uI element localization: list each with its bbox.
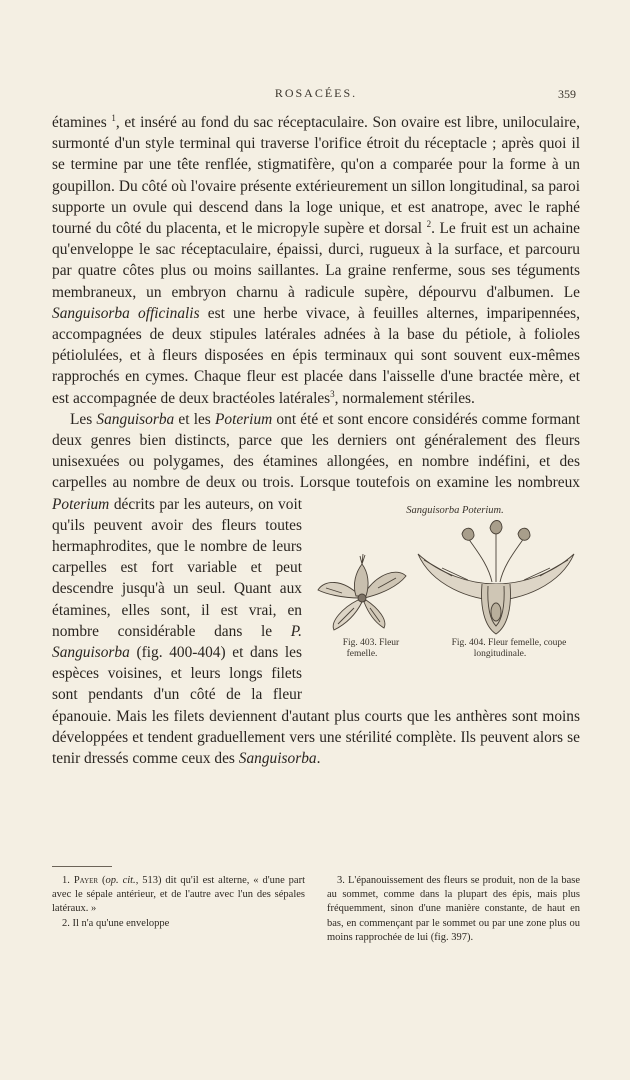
fig-404-section-illustration xyxy=(412,514,580,640)
paragraph-2: Les Sanguisorba et les Poterium ont été et sont encore considérés comme formant deux genres bien distincts, parce que les derniers ont généralement des fleurs unisexuées ou polygames, des étamines allongées, en nombre indéfini, et des carpelles au nombre de deux ou trois. Lorsque toutefois on examine les nombreux Poterium Sanguisorba Poterium. Fig. 403. Fleur femelle. Fig. 404. Fleur femelle, coupe longitudinale. décrits par les auteurs, on voit qu'ils peuvent avoir des fleurs toutes hermaphrodites, que le nombre de leurs carpelles est fort variable et peut descendre jusqu'à un seul. Quant aux étamines, elles sont, il est vrai, en nombre considérable dans le P. Sanguisorba (fig. 400-404) et dans les espèces voisines, et leurs longs filets sont pendants d'un côté de la fleur épanouie. Mais les filets deviennent d'autant plus courts que les anthères sont moins développées et tendent graduellement vers une stérilité complète. Ils peuvent alors se tenir dressés comme ceux des Sanguisorba. xyxy=(52,410,581,768)
footnote-ref-3: 3 xyxy=(330,388,335,399)
main-text xyxy=(52,112,580,769)
running-head xyxy=(52,86,580,104)
footnote-ref-2: 2 xyxy=(426,218,432,229)
genus-name: Sanguisorba xyxy=(238,750,317,768)
footnote-2: 2. Il n'a qu'une enveloppe xyxy=(62,917,170,929)
footnote-3: 3. L'épanouissement des fleurs se produit, non de la base au sommet, comme dans la plupart des épis, mais plus fréquemment, sinon d'une manière constante, de haut en bas, en commençant par le sommet ou par une zone plus ou moins rapprochée de lui (fig. 397). xyxy=(327,875,580,943)
fig-404-caption: Fig. 404. Fleur femelle, coupe longitudinale. xyxy=(451,637,567,659)
paragraph-1: étamines $^1$, et inséré au fond du sac réceptaculaire. Son ovaire est libre, uniloculaire, surmonté d'un style terminal qui traverse l'orifice étroit du réceptacle ; après quoi il se termine par une tête renflée, stigmatifère, qu'on a comparée pour la forme à un goupillon. Du côté où l'ovaire présente extérieurement un sillon longitudinal, sa paroi supporte un ovule qui descend dans la loge unique, et est anatrope, avec le raphé tourné du côté du placenta, et le micropyle supère et dorsal $^2$. Le fruit est un achaine qu'enveloppe le sac réceptaculaire, épaissi, durci, rugueux à la surface, et parcouru par quatre côtes plus ou moins saillantes. La graine renferme, sous ses téguments membraneux, un embryon charnu à radicule supère, dépourvu d'albumen. Le Sanguisorba officinalis est une herbe vivace, à feuilles alternes, imparipennées, accompagnées de deux stipules latérales adnées à la base du pétiole, à folioles pétiolulées, et à fleurs disposées en épis terminaux qui sont souvent eux-mêmes rapprochés en cymes. Chaque fleur est placée dans l'aisselle d'une bractée mère, et est accompagnée de deux bractéoles latérales$^3$, normalement stériles. xyxy=(52,112,581,407)
genus-name: Sanguisorba xyxy=(96,410,175,428)
genus-name: Poterium xyxy=(52,495,110,513)
fig-403-caption: Fig. 403. Fleur femelle. xyxy=(342,637,400,659)
figure-title: Sanguisorba Poterium. xyxy=(406,504,504,516)
species-name: Sanguisorba officinalis xyxy=(52,304,200,322)
fig-403-flower-illustration xyxy=(312,538,412,638)
page-number: 359 xyxy=(558,87,576,101)
running-title: ROSACÉES. xyxy=(274,86,358,100)
footnote-ref-1: 1 xyxy=(111,112,116,123)
footnote-rule xyxy=(52,866,112,867)
figure-block xyxy=(312,498,580,686)
footnote-1: 1. Payer (op. cit., 513) dit qu'il est alterne, « d'une part avec le sépale antérieur, et de l'autre avec l'un des sépales latéraux. » xyxy=(52,875,306,915)
genus-name: Poterium xyxy=(214,410,273,428)
species-name: P. Sanguisorba xyxy=(52,622,302,662)
footnotes xyxy=(52,874,580,945)
